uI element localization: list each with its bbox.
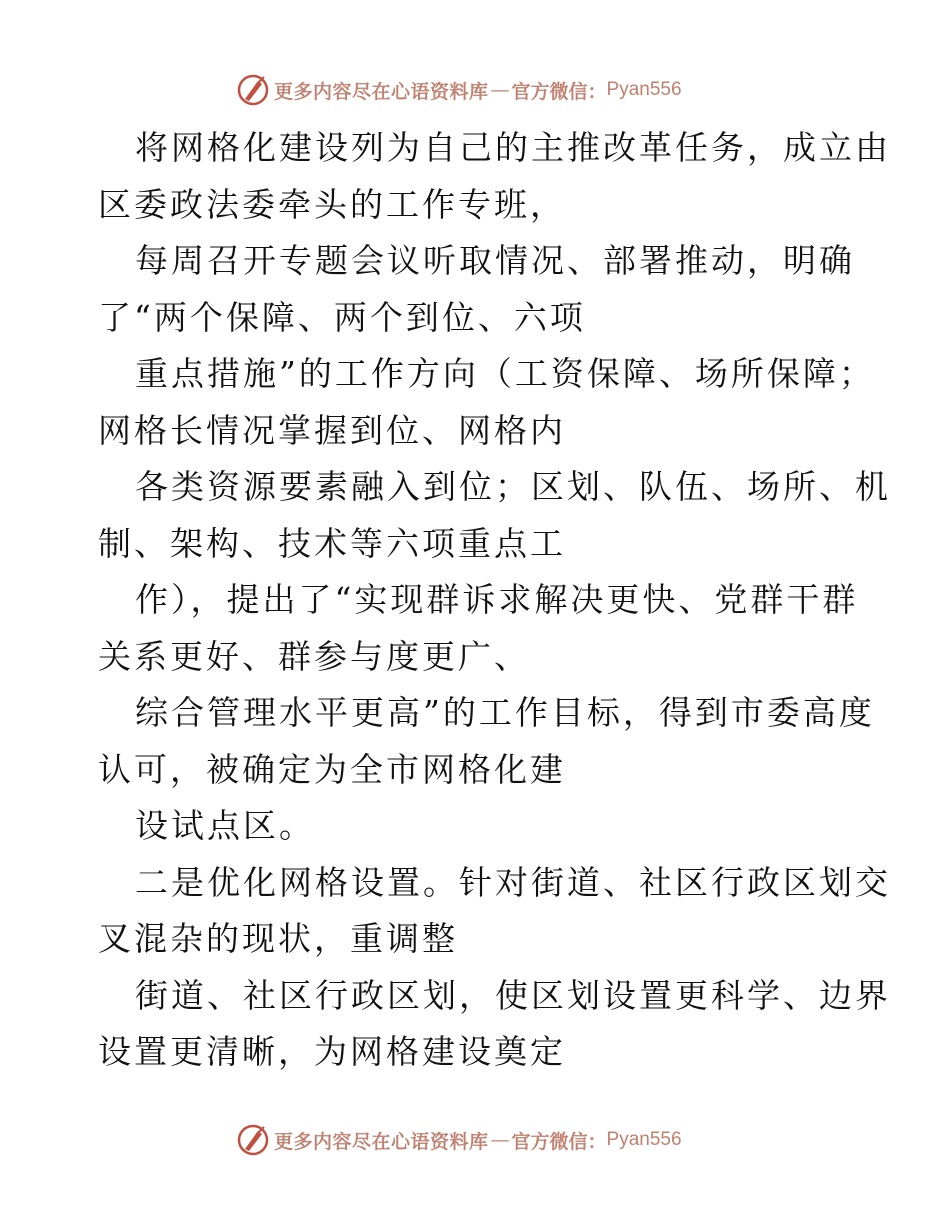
text-line: 设试点区。 — [135, 806, 315, 845]
text-line: 重点措施”的工作方向（工资保障、场所保障； — [135, 354, 875, 393]
text-line: 区委政法委牵头的工作专班， — [98, 184, 566, 224]
header-banner — [236, 72, 682, 108]
footer-banner — [236, 1122, 682, 1158]
text-line: 二是优化网格设置。针对街道、社区行政区划交 — [135, 862, 891, 902]
banner-wechat-id: Pyan556 — [606, 1129, 682, 1150]
text-line: 了“两个保障、两个到位、六项 — [98, 297, 586, 337]
text-line: 制、架构、技术等六项重点工 — [98, 523, 566, 563]
banner-wechat-label: 官方微信： — [511, 80, 607, 103]
quill-logo-icon — [236, 73, 270, 107]
text-line: 叉混杂的现状，重调整 — [98, 919, 458, 958]
quill-logo-icon — [236, 1123, 270, 1157]
banner-wechat-id: Pyan556 — [606, 79, 682, 100]
text-line: 作），提出了“实现群诉求解决更快、党群干群 — [135, 580, 859, 619]
text-line: 每周召开专题会议听取情况、部署推动，明确 — [135, 241, 855, 280]
banner-separator: — — [490, 79, 510, 101]
text-line: 综合管理水平更高”的工作目标，得到市委高度 — [135, 693, 875, 732]
banner-separator: — — [490, 1129, 510, 1151]
text-line: 认可，被确定为全市网格化建 — [98, 749, 566, 789]
text-line: 网格长情况掌握到位、网格内 — [98, 410, 566, 450]
text-line: 将网格化建设列为自己的主推改革任务，成立由 — [135, 128, 891, 167]
banner-text: 更多内容尽在心语资料库 — [274, 80, 489, 103]
text-line: 各类资源要素融入到位；区划、队伍、场所、机 — [135, 467, 891, 506]
banner-wechat-label: 官方微信： — [511, 1130, 607, 1153]
text-line: 街道、社区行政区划，使区划设置更科学、边界 — [135, 975, 891, 1015]
text-line: 关系更好、群参与度更广、 — [98, 636, 530, 676]
banner-text: 更多内容尽在心语资料库 — [274, 1130, 489, 1153]
document-body — [98, 120, 891, 1081]
text-line: 设置更清晰，为网格建设奠定 — [98, 1032, 566, 1071]
